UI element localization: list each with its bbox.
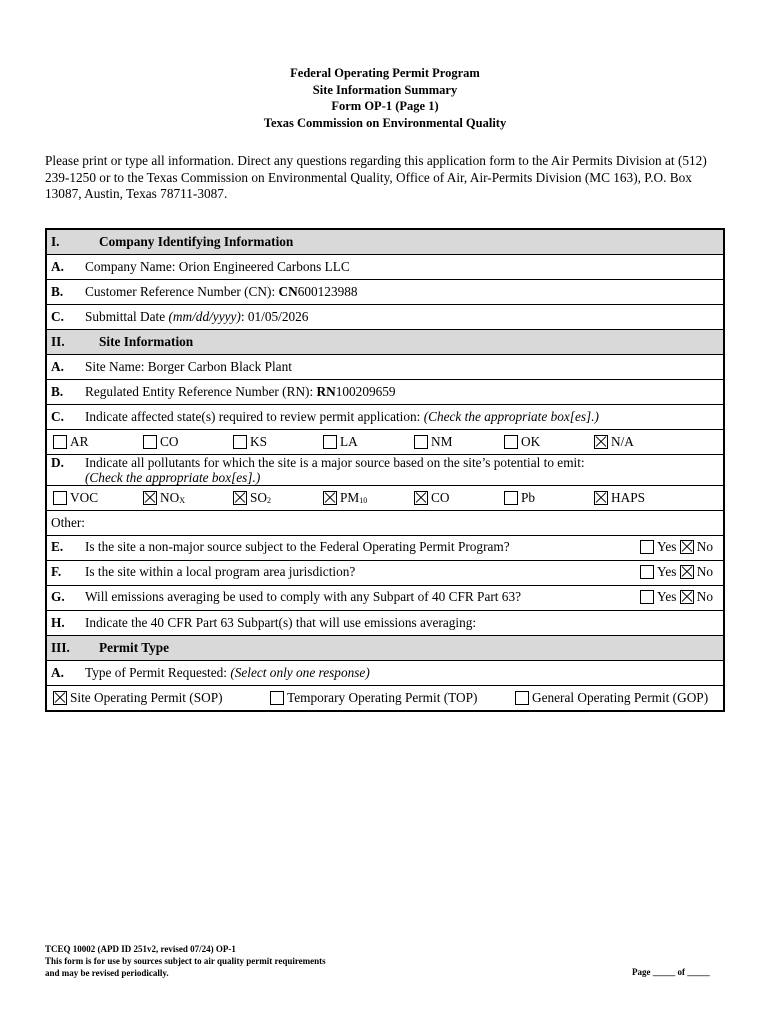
company-name-field[interactable]: Company Name: Orion Engineered Carbons LLC — [85, 259, 350, 274]
pollutant-label: CO — [431, 490, 450, 505]
checked-checkbox[interactable] — [680, 565, 694, 579]
customer-reference-field[interactable]: 600123988 — [297, 284, 358, 299]
row-emissions-averaging — [46, 586, 724, 611]
checkbox[interactable] — [143, 435, 157, 449]
item-label: B. — [51, 384, 64, 399]
checkbox[interactable] — [53, 435, 67, 449]
item-label: C. — [51, 409, 64, 424]
section-2-number: II. — [51, 334, 65, 349]
form-footer — [45, 943, 326, 979]
regulated-entity-label: Regulated Entity Reference Number (RN): — [85, 384, 317, 399]
section-3-title: Permit Type — [99, 640, 170, 655]
item-label: E. — [51, 538, 64, 554]
item-label: B. — [51, 284, 64, 299]
yes-option[interactable] — [640, 589, 676, 605]
date-format-hint: (mm/dd/yyyy) — [168, 309, 241, 324]
pollutants-checkbox-group — [53, 490, 723, 506]
state-ok-option[interactable] — [504, 434, 594, 450]
checked-checkbox[interactable] — [680, 540, 694, 554]
permit-top-option[interactable] — [270, 690, 515, 706]
item-label: A. — [51, 359, 64, 374]
state-na-option[interactable] — [594, 434, 634, 450]
section-1-header — [46, 229, 724, 255]
checkbox[interactable] — [515, 691, 529, 705]
permit-type-option-label: Site Operating Permit (SOP) — [70, 690, 223, 705]
pollutant-label: Pb — [521, 490, 536, 505]
yes-option[interactable] — [640, 564, 676, 580]
checked-checkbox[interactable] — [680, 590, 694, 604]
yes-no-group — [640, 564, 713, 583]
pollutant-label — [160, 490, 185, 506]
footer-note-1: This form is for use by sources subject to air quality permit requirements — [45, 956, 326, 966]
item-label: A. — [51, 259, 64, 274]
checkbox[interactable] — [270, 691, 284, 705]
permit-type-group — [53, 690, 723, 706]
states-checkbox-group — [53, 434, 723, 450]
formula-base: NO — [160, 490, 180, 505]
submittal-date-label: Submittal Date — [85, 309, 169, 324]
formula-subscript: 10 — [359, 496, 368, 505]
row-company-name — [46, 255, 724, 280]
footer-note-2: and may be revised periodically. — [45, 968, 169, 978]
state-label: AR — [70, 434, 89, 449]
checkbox[interactable] — [640, 590, 654, 604]
no-option[interactable] — [680, 589, 713, 605]
state-co-option[interactable] — [143, 434, 233, 450]
checked-checkbox[interactable] — [414, 491, 428, 505]
site-name-field[interactable]: Site Name: Borger Carbon Black Plant — [85, 359, 292, 374]
row-pollutants — [46, 486, 724, 511]
item-label: D. — [51, 455, 64, 470]
checkbox[interactable] — [640, 565, 654, 579]
state-label: NM — [431, 434, 453, 449]
row-regulated-entity — [46, 380, 724, 405]
checkbox[interactable] — [233, 435, 247, 449]
pollutants-question: Indicate all pollutants for which the site is a major source based on the site’s potential to emit: — [85, 455, 585, 470]
checkbox[interactable] — [504, 491, 518, 505]
header-agency: Texas Commission on Environmental Quality — [263, 115, 507, 130]
row-permit-type-question — [46, 661, 724, 686]
checkbox[interactable] — [414, 435, 428, 449]
yes-label: Yes — [657, 563, 677, 579]
permit-type-option-label: Temporary Operating Permit (TOP) — [287, 690, 478, 705]
header-form-number: Form OP-1 (Page 1) — [331, 99, 439, 113]
formula-subscript: 2 — [267, 496, 271, 505]
state-label: CO — [160, 434, 179, 449]
check-boxes-hint: (Check the appropriate box[es].) — [85, 470, 261, 485]
row-customer-reference — [46, 280, 724, 305]
checked-checkbox[interactable] — [594, 491, 608, 505]
checkbox[interactable] — [53, 491, 67, 505]
permit-gop-option[interactable] — [515, 690, 708, 706]
formula-base: SO — [250, 490, 267, 505]
check-boxes-hint: (Check the appropriate box[es].) — [423, 409, 599, 424]
item-label: A. — [51, 665, 64, 680]
regulated-entity-field[interactable]: 100209659 — [335, 384, 396, 399]
row-affected-states — [46, 430, 724, 455]
select-one-hint: (Select only one response) — [230, 665, 370, 680]
section-3-header — [46, 636, 724, 661]
state-label: KS — [250, 434, 267, 449]
checkbox[interactable] — [640, 540, 654, 554]
rn-prefix: RN — [316, 384, 336, 399]
pollutant-label — [250, 490, 271, 506]
checkbox[interactable] — [323, 435, 337, 449]
pollutant-co-option[interactable] — [414, 490, 504, 506]
customer-reference-label: Customer Reference Number (CN): — [85, 284, 279, 299]
affected-states-label: Indicate affected state(s) required to review permit application: — [85, 409, 424, 424]
pollutant-pb-option[interactable] — [504, 490, 594, 506]
yes-no-group — [640, 539, 713, 558]
row-site-name — [46, 355, 724, 380]
yes-label: Yes — [657, 588, 677, 604]
no-label: No — [696, 588, 713, 604]
section-2-header — [46, 330, 724, 355]
row-non-major-source — [46, 536, 724, 561]
checked-checkbox[interactable] — [233, 491, 247, 505]
row-permit-types — [46, 686, 724, 712]
section-3-number: III. — [51, 640, 70, 655]
site-information-table — [45, 228, 725, 712]
checkbox[interactable] — [504, 435, 518, 449]
pollutant-label — [340, 490, 367, 506]
state-label: OK — [521, 434, 541, 449]
section-1-number: I. — [51, 234, 60, 249]
no-option[interactable] — [680, 539, 713, 555]
item-label: C. — [51, 309, 64, 324]
pollutant-haps-option[interactable] — [594, 490, 645, 506]
yes-option[interactable] — [640, 539, 676, 555]
pollutant-voc-option[interactable] — [53, 490, 143, 506]
permit-sop-option[interactable] — [53, 690, 270, 706]
item-label: H. — [51, 615, 65, 630]
item-label: F. — [51, 563, 62, 579]
permit-type-label: Type of Permit Requested: — [85, 665, 231, 680]
checked-checkbox[interactable] — [143, 491, 157, 505]
item-label: G. — [51, 588, 65, 604]
no-label: No — [696, 538, 713, 554]
header-program: Federal Operating Permit Program — [290, 66, 480, 80]
cn-prefix: CN — [278, 284, 298, 299]
state-ks-option[interactable] — [233, 434, 323, 450]
pollutant-label: VOC — [70, 490, 99, 505]
section-2-title: Site Information — [99, 334, 194, 349]
checked-checkbox[interactable] — [323, 491, 337, 505]
row-subparts — [46, 611, 724, 636]
formula-base: PM — [340, 490, 360, 505]
header-title: Site Information Summary — [312, 82, 458, 97]
yes-no-group — [640, 589, 713, 608]
instructions-paragraph: Please print or type all information. Direct any questions regarding this application form to the Air Permits Division at (512) 239-1250 or to the Texas Commission on Environmental Quality, Office of Air, Air-Permits Division (MC 163), P.O. Box 13087, Austin, Texas 78711-3087. — [45, 153, 707, 201]
footer-form-id: TCEQ 10002 (APD ID 251v2, revised 07/24) OP-1 — [45, 944, 236, 954]
row-submittal-date — [46, 305, 724, 330]
subparts-label: Indicate the 40 CFR Part 63 Subpart(s) that will use emissions averaging: — [85, 615, 477, 630]
form-header — [0, 65, 770, 131]
non-major-source-question: Is the site a non-major source subject to the Federal Operating Permit Program? — [85, 538, 510, 554]
state-ar-option[interactable] — [53, 434, 143, 450]
no-label: No — [696, 563, 713, 579]
formula-subscript: X — [179, 496, 185, 505]
local-program-question: Is the site within a local program area jurisdiction? — [85, 563, 356, 579]
state-label: N/A — [611, 434, 634, 449]
row-affected-states-question — [46, 405, 724, 430]
pollutant-pm10-option[interactable] — [323, 490, 414, 506]
pollutant-so2-option[interactable] — [233, 490, 323, 506]
checked-checkbox[interactable] — [53, 691, 67, 705]
row-pollutants-question — [46, 455, 724, 486]
permit-type-option-label: General Operating Permit (GOP) — [532, 690, 709, 705]
state-label: LA — [340, 434, 358, 449]
state-nm-option[interactable] — [414, 434, 504, 450]
section-1-title: Company Identifying Information — [99, 234, 294, 249]
yes-label: Yes — [657, 538, 677, 554]
pollutant-label: HAPS — [611, 490, 645, 505]
pollutant-nox-option[interactable] — [143, 490, 233, 506]
row-local-program — [46, 561, 724, 586]
no-option[interactable] — [680, 564, 713, 580]
emissions-averaging-question: Will emissions averaging be used to comply with any Subpart of 40 CFR Part 63? — [85, 588, 521, 604]
page-number: Page _____ of _____ — [632, 967, 710, 977]
state-la-option[interactable] — [323, 434, 414, 450]
row-other-pollutants — [46, 511, 724, 536]
checked-checkbox[interactable] — [594, 435, 608, 449]
other-pollutants-field[interactable]: Other: — [51, 515, 85, 530]
submittal-date-field[interactable]: : 01/05/2026 — [240, 309, 309, 324]
